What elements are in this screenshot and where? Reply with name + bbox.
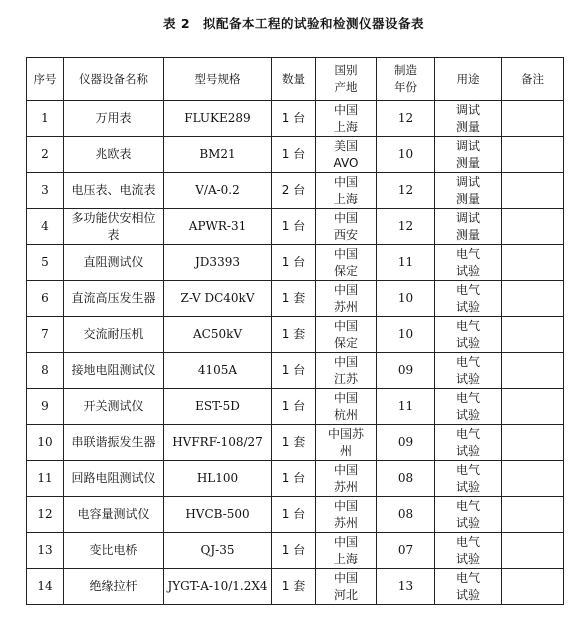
table-row bbox=[27, 317, 564, 353]
origin-line: 西安 bbox=[333, 227, 358, 242]
quantity: 1 台 bbox=[272, 461, 316, 497]
row-no: 9 bbox=[27, 389, 64, 425]
quantity: 1 套 bbox=[272, 317, 316, 353]
header-origin-line: 产地 bbox=[334, 80, 358, 94]
note bbox=[502, 569, 564, 605]
usage-line: 电气 bbox=[455, 282, 480, 297]
model-spec: AC50kV bbox=[164, 317, 272, 353]
quantity: 1 台 bbox=[272, 209, 316, 245]
origin-line: 江苏 bbox=[333, 371, 358, 386]
quantity: 1 台 bbox=[272, 245, 316, 281]
origin bbox=[316, 461, 377, 497]
equipment-name bbox=[64, 389, 164, 425]
usage bbox=[435, 317, 502, 353]
usage-line: 试验 bbox=[455, 371, 480, 386]
header-name: 仪器设备名称 bbox=[64, 58, 164, 101]
usage-line: 电气 bbox=[455, 246, 480, 261]
note bbox=[502, 389, 564, 425]
equipment-name-line: 多功能伏安相位 bbox=[71, 210, 156, 225]
equipment-name bbox=[64, 245, 164, 281]
note bbox=[502, 425, 564, 461]
usage-line: 电气 bbox=[455, 390, 480, 405]
table-row bbox=[27, 281, 564, 317]
equipment-name bbox=[64, 497, 164, 533]
origin-line: 中国 bbox=[333, 246, 358, 261]
model-spec: HL100 bbox=[164, 461, 272, 497]
note bbox=[502, 209, 564, 245]
usage-line: 调试 bbox=[455, 138, 480, 153]
equipment-name-line: 接地电阻测试仪 bbox=[71, 363, 156, 377]
usage-line: 测量 bbox=[455, 119, 480, 134]
note bbox=[502, 317, 564, 353]
quantity: 1 台 bbox=[272, 497, 316, 533]
manufacture-year: 07 bbox=[377, 533, 435, 569]
origin-line: 苏州 bbox=[333, 299, 358, 314]
table-row bbox=[27, 353, 564, 389]
usage-line: 电气 bbox=[455, 426, 480, 441]
note bbox=[502, 461, 564, 497]
usage-line: 试验 bbox=[455, 551, 480, 566]
origin-line: AVO bbox=[333, 155, 359, 170]
usage-line: 试验 bbox=[455, 587, 480, 602]
origin-line: 河北 bbox=[333, 587, 358, 602]
model-spec: JD3393 bbox=[164, 245, 272, 281]
quantity: 1 套 bbox=[272, 569, 316, 605]
header-origin bbox=[316, 58, 377, 101]
usage-line: 试验 bbox=[455, 407, 480, 422]
header-year bbox=[377, 58, 435, 101]
note bbox=[502, 353, 564, 389]
quantity: 1 套 bbox=[272, 425, 316, 461]
equipment-name-line: 兆欧表 bbox=[95, 147, 132, 161]
header-year-line: 年份 bbox=[394, 80, 417, 94]
model-spec: HVCB-500 bbox=[164, 497, 272, 533]
model-spec: V/A-0.2 bbox=[164, 173, 272, 209]
quantity: 2 台 bbox=[272, 173, 316, 209]
origin-line: 中国 bbox=[333, 498, 358, 513]
equipment-name-line: 交流耐压机 bbox=[83, 327, 144, 341]
origin-line: 保定 bbox=[333, 263, 358, 278]
table-row bbox=[27, 173, 564, 209]
usage-line: 试验 bbox=[455, 515, 480, 530]
note bbox=[502, 245, 564, 281]
row-no: 14 bbox=[27, 569, 64, 605]
usage-line: 电气 bbox=[455, 318, 480, 333]
usage bbox=[435, 461, 502, 497]
header-year-line: 制造 bbox=[394, 63, 417, 77]
usage bbox=[435, 101, 502, 137]
equipment-name-line: 电压表、电流表 bbox=[71, 183, 156, 197]
usage bbox=[435, 533, 502, 569]
usage bbox=[435, 173, 502, 209]
origin-line: 上海 bbox=[333, 191, 358, 206]
model-spec: JYGT-A-10/1.2X4 bbox=[164, 569, 272, 605]
row-no: 11 bbox=[27, 461, 64, 497]
model-spec: HVFRF-108/27 bbox=[164, 425, 272, 461]
origin-line: 中国苏 bbox=[327, 426, 364, 441]
usage-line: 调试 bbox=[455, 210, 480, 225]
manufacture-year: 13 bbox=[377, 569, 435, 605]
equipment-name bbox=[64, 353, 164, 389]
equipment-name-line: 回路电阻测试仪 bbox=[71, 471, 156, 485]
table-row bbox=[27, 245, 564, 281]
table-row bbox=[27, 101, 564, 137]
header-model: 型号规格 bbox=[164, 58, 272, 101]
origin-line: 杭州 bbox=[333, 407, 358, 422]
origin bbox=[316, 533, 377, 569]
usage bbox=[435, 497, 502, 533]
equipment-name bbox=[64, 461, 164, 497]
origin-line: 苏州 bbox=[333, 479, 358, 494]
quantity: 1 套 bbox=[272, 281, 316, 317]
row-no: 10 bbox=[27, 425, 64, 461]
usage-line: 调试 bbox=[455, 174, 480, 189]
origin-line: 苏州 bbox=[333, 515, 358, 530]
equipment-name bbox=[64, 173, 164, 209]
origin bbox=[316, 281, 377, 317]
equipment-name-line: 直流高压发生器 bbox=[71, 291, 156, 305]
origin bbox=[316, 353, 377, 389]
quantity: 1 台 bbox=[272, 101, 316, 137]
origin-line: 美国 bbox=[333, 138, 358, 153]
manufacture-year: 12 bbox=[377, 209, 435, 245]
equipment-name bbox=[64, 281, 164, 317]
usage bbox=[435, 245, 502, 281]
usage-line: 试验 bbox=[455, 479, 480, 494]
table-title: 表 2 拟配备本工程的试验和检测仪器设备表 bbox=[162, 16, 425, 31]
row-no: 13 bbox=[27, 533, 64, 569]
usage-line: 电气 bbox=[455, 462, 480, 477]
model-spec: FLUKE289 bbox=[164, 101, 272, 137]
equipment-name bbox=[64, 101, 164, 137]
equipment-table bbox=[26, 57, 564, 605]
usage bbox=[435, 389, 502, 425]
note bbox=[502, 533, 564, 569]
origin bbox=[316, 389, 377, 425]
manufacture-year: 08 bbox=[377, 461, 435, 497]
model-spec: Z-V DC40kV bbox=[164, 281, 272, 317]
row-no: 2 bbox=[27, 137, 64, 173]
equipment-name-line: 串联谐振发生器 bbox=[71, 435, 156, 449]
usage-line: 试验 bbox=[455, 443, 480, 458]
origin-line: 上海 bbox=[333, 551, 358, 566]
equipment-name bbox=[64, 317, 164, 353]
table-row bbox=[27, 497, 564, 533]
row-no: 6 bbox=[27, 281, 64, 317]
equipment-name bbox=[64, 137, 164, 173]
origin-line: 中国 bbox=[333, 570, 358, 585]
origin-line: 中国 bbox=[333, 534, 358, 549]
note bbox=[502, 281, 564, 317]
manufacture-year: 12 bbox=[377, 173, 435, 209]
origin-line: 中国 bbox=[333, 102, 358, 117]
usage bbox=[435, 137, 502, 173]
table-row bbox=[27, 425, 564, 461]
usage-line: 电气 bbox=[455, 534, 480, 549]
table-row bbox=[27, 533, 564, 569]
quantity: 1 台 bbox=[272, 533, 316, 569]
origin-line: 中国 bbox=[333, 210, 358, 225]
origin bbox=[316, 209, 377, 245]
equipment-name-line: 万用表 bbox=[95, 111, 132, 125]
manufacture-year: 08 bbox=[377, 497, 435, 533]
origin bbox=[316, 569, 377, 605]
model-spec: BM21 bbox=[164, 137, 272, 173]
row-no: 4 bbox=[27, 209, 64, 245]
header-qty: 数量 bbox=[272, 58, 316, 101]
usage-line: 电气 bbox=[455, 498, 480, 513]
origin-line: 上海 bbox=[333, 119, 358, 134]
usage bbox=[435, 569, 502, 605]
usage bbox=[435, 425, 502, 461]
note bbox=[502, 497, 564, 533]
origin-line: 中国 bbox=[333, 282, 358, 297]
model-spec: 4105A bbox=[164, 353, 272, 389]
manufacture-year: 09 bbox=[377, 353, 435, 389]
usage-line: 调试 bbox=[455, 102, 480, 117]
equipment-name-line: 绝缘拉杆 bbox=[89, 579, 138, 593]
model-spec: APWR-31 bbox=[164, 209, 272, 245]
table-header-row bbox=[27, 58, 564, 101]
manufacture-year: 11 bbox=[377, 245, 435, 281]
usage bbox=[435, 209, 502, 245]
equipment-name bbox=[64, 569, 164, 605]
usage-line: 试验 bbox=[455, 263, 480, 278]
equipment-name bbox=[64, 425, 164, 461]
origin-line: 保定 bbox=[333, 335, 358, 350]
origin-line: 州 bbox=[339, 443, 352, 458]
model-spec: EST-5D bbox=[164, 389, 272, 425]
row-no: 8 bbox=[27, 353, 64, 389]
row-no: 3 bbox=[27, 173, 64, 209]
row-no: 1 bbox=[27, 101, 64, 137]
origin bbox=[316, 425, 377, 461]
table-row bbox=[27, 389, 564, 425]
table-row bbox=[27, 461, 564, 497]
note bbox=[502, 101, 564, 137]
equipment-name-line: 变比电桥 bbox=[89, 543, 138, 557]
origin-line: 中国 bbox=[333, 174, 358, 189]
origin bbox=[316, 137, 377, 173]
manufacture-year: 12 bbox=[377, 101, 435, 137]
quantity: 1 台 bbox=[272, 389, 316, 425]
origin-line: 中国 bbox=[333, 462, 358, 477]
equipment-name-line: 电容量测试仪 bbox=[77, 507, 150, 521]
usage-line: 电气 bbox=[455, 354, 480, 369]
origin bbox=[316, 173, 377, 209]
usage-line: 试验 bbox=[455, 299, 480, 314]
manufacture-year: 09 bbox=[377, 425, 435, 461]
header-note: 备注 bbox=[502, 58, 564, 101]
table-row bbox=[27, 137, 564, 173]
table-row bbox=[27, 209, 564, 245]
origin bbox=[316, 317, 377, 353]
manufacture-year: 11 bbox=[377, 389, 435, 425]
usage-line: 测量 bbox=[455, 227, 480, 242]
row-no: 7 bbox=[27, 317, 64, 353]
origin-line: 中国 bbox=[333, 390, 358, 405]
equipment-name bbox=[64, 533, 164, 569]
header-no: 序号 bbox=[27, 58, 64, 101]
note bbox=[502, 173, 564, 209]
equipment-name-line: 表 bbox=[107, 227, 120, 242]
manufacture-year: 10 bbox=[377, 281, 435, 317]
usage bbox=[435, 281, 502, 317]
quantity: 1 台 bbox=[272, 137, 316, 173]
note bbox=[502, 137, 564, 173]
quantity: 1 台 bbox=[272, 353, 316, 389]
model-spec: QJ-35 bbox=[164, 533, 272, 569]
usage-line: 测量 bbox=[455, 191, 480, 206]
origin bbox=[316, 101, 377, 137]
origin bbox=[316, 497, 377, 533]
origin-line: 中国 bbox=[333, 318, 358, 333]
equipment-name-line: 直阻测试仪 bbox=[83, 255, 144, 269]
usage-line: 测量 bbox=[455, 155, 480, 170]
usage-line: 电气 bbox=[455, 570, 480, 585]
row-no: 12 bbox=[27, 497, 64, 533]
usage bbox=[435, 353, 502, 389]
equipment-name bbox=[64, 209, 164, 245]
row-no: 5 bbox=[27, 245, 64, 281]
manufacture-year: 10 bbox=[377, 317, 435, 353]
origin bbox=[316, 245, 377, 281]
header-use: 用途 bbox=[435, 58, 502, 101]
usage-line: 试验 bbox=[455, 335, 480, 350]
equipment-name-line: 开关测试仪 bbox=[83, 399, 144, 413]
manufacture-year: 10 bbox=[377, 137, 435, 173]
header-origin-line: 国别 bbox=[334, 63, 358, 77]
origin-line: 中国 bbox=[333, 354, 358, 369]
table-row bbox=[27, 569, 564, 605]
